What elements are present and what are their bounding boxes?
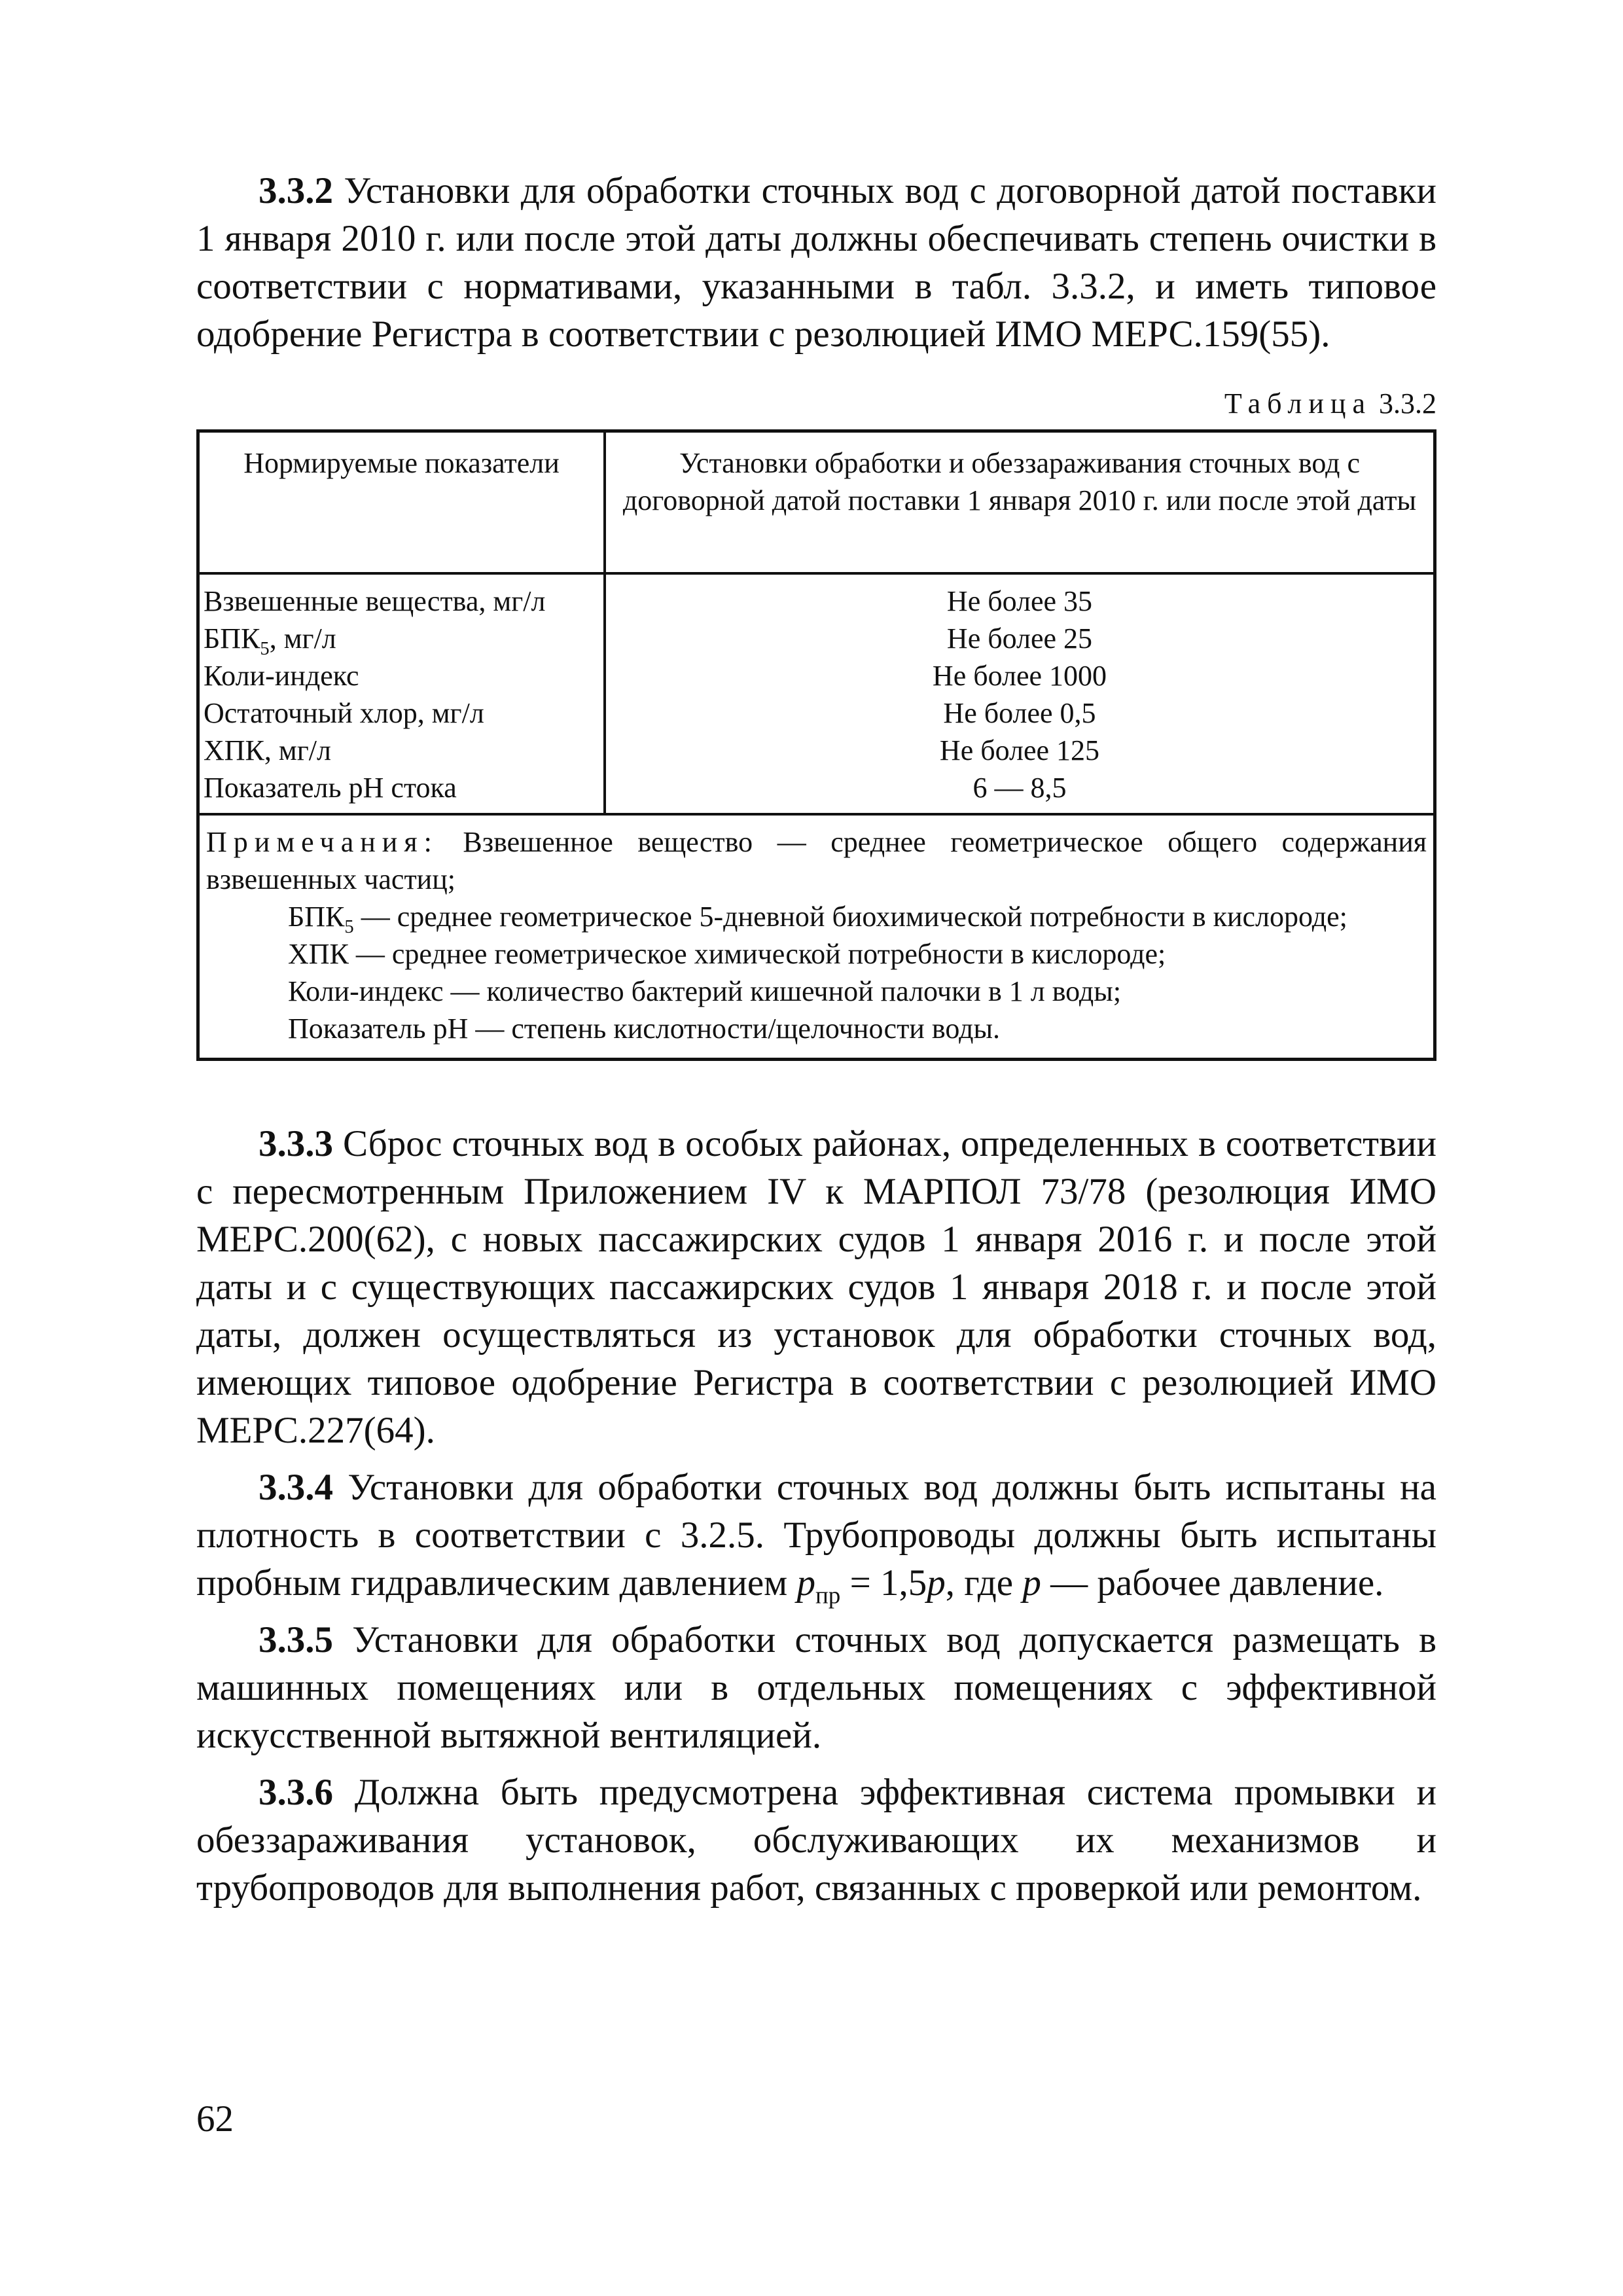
limit-value: Не более 125: [939, 734, 1100, 766]
note-text: Взвешенное вещество — среднее геометрическое общего содержания взвешенных частиц;: [206, 826, 1427, 895]
limit-list: [605, 573, 1435, 814]
indicator-list: [198, 573, 605, 814]
note-bpk: [206, 898, 1427, 935]
indicator-text: Взвешенные вещества, мг/л: [204, 585, 546, 617]
section-number: 3.3.3: [259, 1123, 333, 1164]
note-hpk: ХПК — среднее геометрическое химической потребности в кислороде;: [288, 938, 1166, 970]
note-ph: Показатель pH — степень кислотности/щелочности воды.: [288, 1013, 1001, 1045]
indicator-name: [204, 769, 599, 806]
table-caption-label: Таблица: [1224, 387, 1372, 420]
paragraph-text: Сброс сточных вод в особых районах, определенных в соответствии с пересмотренным Приложением IV к МАРПОЛ 73/78 (резолюция ИМО МЕРС.200(62), с новых пассажирских судов 1 января 2016 г. и после этой даты и с существующих пассажирских судов 1 января 2018 г. и после этой даты, должен осуществляться из установок для обработки сточных вод, имеющих типовое одобрение Регистра в соответствии с резолюцией ИМО МЕРС.227(64).: [196, 1123, 1436, 1451]
limit-value: 6 — 8,5: [972, 772, 1067, 804]
section-number: 3.3.5: [259, 1619, 333, 1660]
paragraph-3-3-2: [196, 167, 1436, 358]
paragraph-3-3-5: [196, 1616, 1436, 1759]
limit-value: Не более 0,5: [943, 697, 1096, 729]
table-body-row: [198, 573, 1435, 814]
paragraph-text: , где: [945, 1562, 1023, 1604]
pressure-symbol: p: [796, 1562, 815, 1604]
indicator-name: [204, 620, 599, 657]
paragraph-text: — рабочее давление.: [1041, 1562, 1384, 1604]
paragraph-3-3-6: [196, 1768, 1436, 1912]
indicator-name: [204, 657, 599, 694]
note-suspended-matter: [206, 823, 1427, 898]
table-notes: [198, 814, 1435, 1060]
table-header-row: [198, 431, 1435, 574]
paragraph-3-3-3: [196, 1120, 1436, 1454]
paragraph-text: Установки для обработки сточных вод допускается размещать в машинных помещениях или в отдельных помещениях с эффективной искусственной вытяжной вентиляцией.: [196, 1619, 1436, 1756]
indicator-text: БПК: [204, 622, 260, 655]
paragraph-text: Должна быть предусмотрена эффективная система промывки и обеззараживания установок, обслуживающих их механизмов и трубопроводов для выполнения работ, связанных с проверкой или ремонтом.: [196, 1772, 1436, 1909]
table-caption-number: 3.3.2: [1372, 387, 1436, 420]
indicator-name: [204, 732, 599, 769]
section-number: 3.3.2: [259, 170, 333, 211]
table-header-installations: Установки обработки и обеззараживания сточных вод с договорной датой поставки 1 января 2010 г. или после этой даты: [605, 431, 1435, 574]
note-text: БПК: [288, 901, 345, 933]
indicator-name: [204, 694, 599, 732]
indicator-subscript: 5: [260, 638, 270, 659]
indicator-text: Показатель pH стока: [204, 772, 457, 804]
table-header-indicators: Нормируемые показатели: [198, 431, 605, 574]
indicator-name: [204, 583, 599, 620]
indicator-unit: , мг/л: [269, 622, 336, 655]
paragraph-3-3-4: [196, 1463, 1436, 1607]
paragraph-text: = 1,5: [840, 1562, 927, 1604]
limit-value: Не более 1000: [932, 660, 1107, 692]
notes-label: Примечания:: [206, 826, 438, 858]
pressure-symbol: p: [927, 1562, 946, 1604]
note-koli: Коли-индекс — количество бактерий кишечной палочки в 1 л воды;: [288, 975, 1122, 1007]
table-caption: [196, 387, 1436, 420]
paragraph-text: Установки для обработки сточных вод должны быть испытаны на плотность в соответствии с 3.2.5. Трубопроводы должны быть испытаны пробным гидравлическим давлением: [196, 1467, 1436, 1604]
pressure-subscript: пр: [815, 1582, 841, 1609]
indicator-text: Остаточный хлор, мг/л: [204, 697, 484, 729]
note-text: — среднее геометрическое 5-дневной биохимической потребности в кислороде;: [353, 901, 1347, 933]
indicator-text: Коли-индекс: [204, 660, 359, 692]
pressure-symbol: p: [1022, 1562, 1041, 1604]
indicator-text: ХПК, мг/л: [204, 734, 331, 766]
note-subscript: 5: [344, 916, 354, 937]
paragraph-text: Установки для обработки сточных вод с договорной датой поставки 1 января 2010 г. или после этой даты должны обеспечивать степень очистки в соответствии с нормативами, указанными в табл. 3.3.2, и иметь типовое одобрение Регистра в соответствии с резолюцией ИМО МЕРС.159(55).: [196, 170, 1436, 355]
norms-table: [196, 429, 1436, 1061]
limit-value: Не более 25: [946, 622, 1093, 655]
limit-value: Не более 35: [946, 585, 1093, 617]
page-number: 62: [196, 2098, 234, 2140]
section-number: 3.3.6: [259, 1772, 333, 1813]
section-number: 3.3.4: [259, 1467, 333, 1508]
page-content: [196, 167, 1436, 1912]
table-notes-row: [198, 814, 1435, 1060]
